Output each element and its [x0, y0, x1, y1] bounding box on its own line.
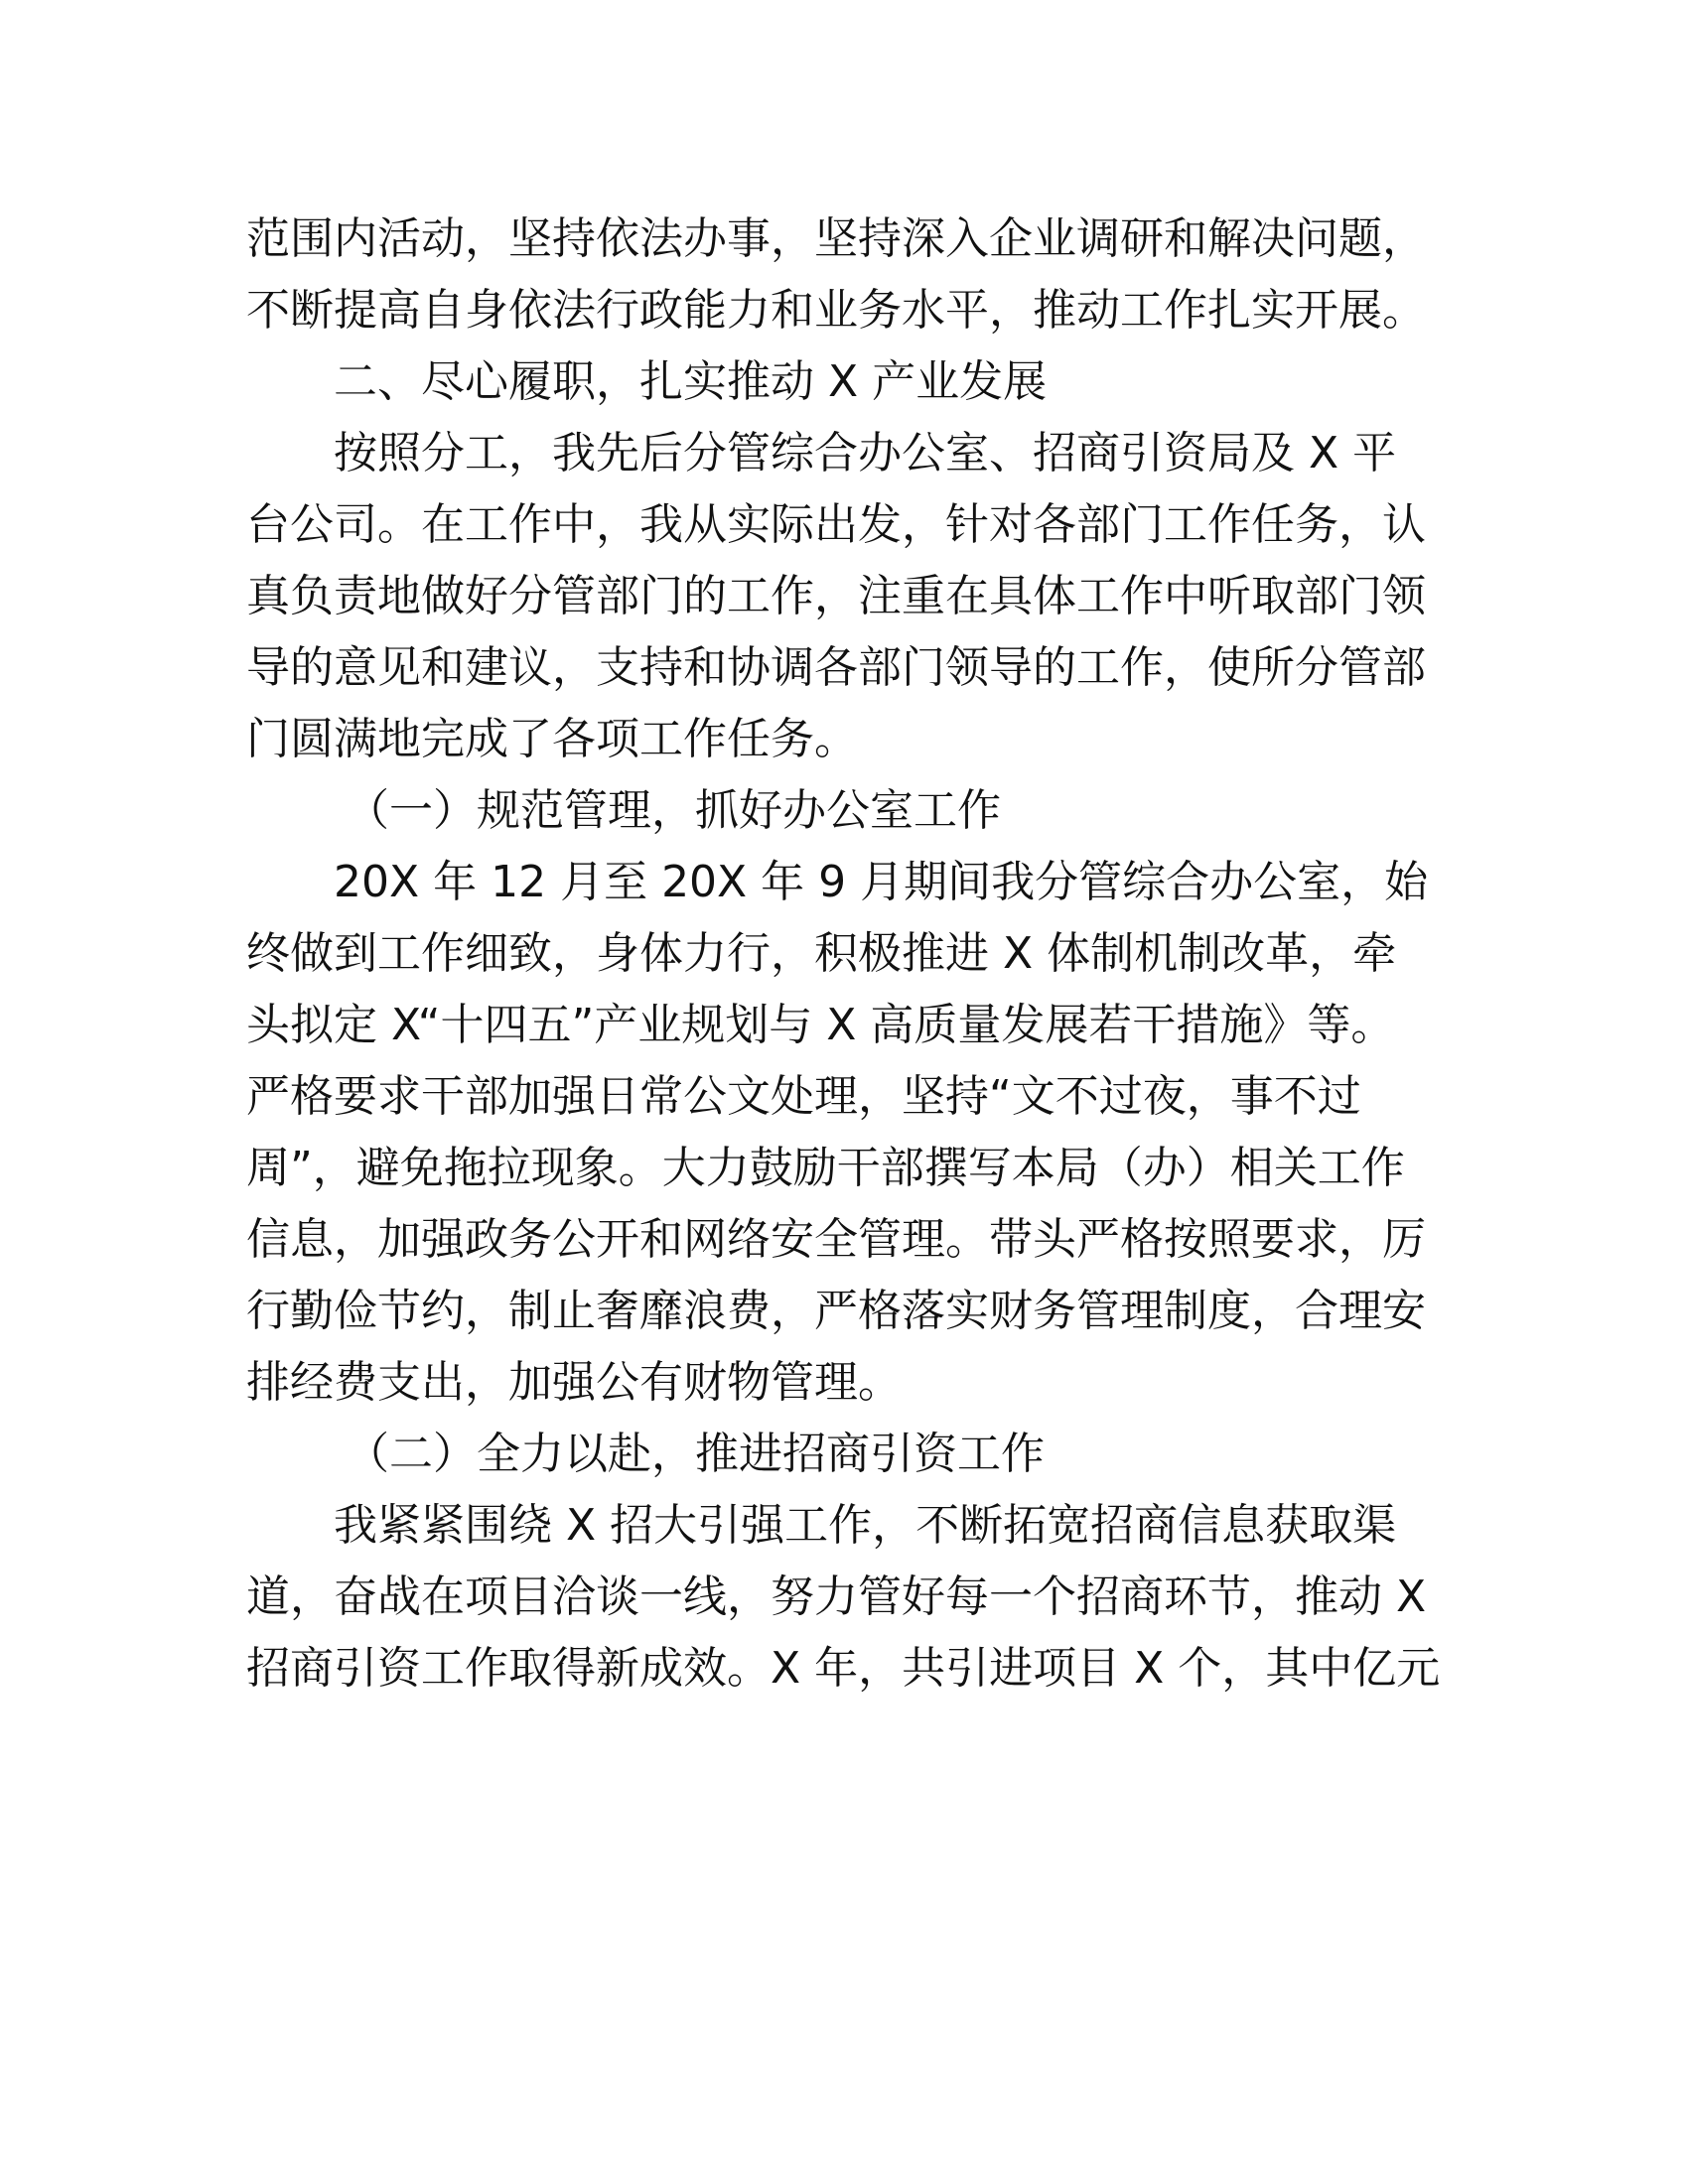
paragraph-line: 道，奋战在项目洽谈一线，努力管好每一个招商环节，推动 X [246, 1571, 1427, 1622]
paragraph-line: 信息，加强政务公开和网络安全管理。带头严格按照要求，厉 [246, 1214, 1426, 1265]
paragraph-line: 严格要求干部加强日常公文处理，坚持“文不过夜，事不过 [246, 1071, 1361, 1122]
section-heading: 二、尽心履职，扎实推动 X 产业发展 [334, 356, 1048, 407]
paragraph-line: 真负责地做好分管部门的工作，注重在具体工作中听取部门领 [246, 571, 1426, 621]
subsection-heading: （一）规范管理，抓好办公室工作 [346, 785, 1001, 836]
paragraph-line: 20X 年 12 月至 20X 年 9 月期间我分管综合办公室，始 [334, 857, 1429, 907]
paragraph-line: 导的意见和建议，支持和协调各部门领导的工作，使所分管部 [246, 642, 1426, 693]
paragraph-line: 门圆满地完成了各项工作任务。 [246, 714, 858, 764]
paragraph-line: 周”，避免拖拉现象。大力鼓励干部撰写本局（办）相关工作 [246, 1143, 1405, 1193]
paragraph-line: 不断提高自身依法行政能力和业务水平，推动工作扎实开展。 [246, 285, 1426, 336]
paragraph-line: 终做到工作细致，身体力行，积极推进 X 体制机制改革，牵 [246, 928, 1397, 979]
subsection-heading: （二）全力以赴，推进招商引资工作 [346, 1429, 1045, 1479]
document-body [246, 204, 1441, 1705]
paragraph-line: 招商引资工作取得新成效。X 年，共引进项目 X 个，其中亿元 [246, 1643, 1441, 1694]
paragraph-line: 范围内活动，坚持依法办事，坚持深入企业调研和解决问题， [246, 213, 1426, 264]
paragraph-line: 我紧紧围绕 X 招大引强工作，不断拓宽招商信息获取渠 [334, 1500, 1397, 1551]
paragraph-line: 头拟定 X“十四五”产业规划与 X 高质量发展若干措施》等。 [246, 1000, 1395, 1050]
paragraph-line: 台公司。在工作中，我从实际出发，针对各部门工作任务，认 [246, 499, 1426, 550]
paragraph-line: 按照分工，我先后分管综合办公室、招商引资局及 X 平 [334, 428, 1397, 478]
paragraph-line: 行勤俭节约，制止奢靡浪费，严格落实财务管理制度，合理安 [246, 1286, 1426, 1336]
paragraph-line: 排经费支出，加强公有财物管理。 [246, 1357, 902, 1408]
